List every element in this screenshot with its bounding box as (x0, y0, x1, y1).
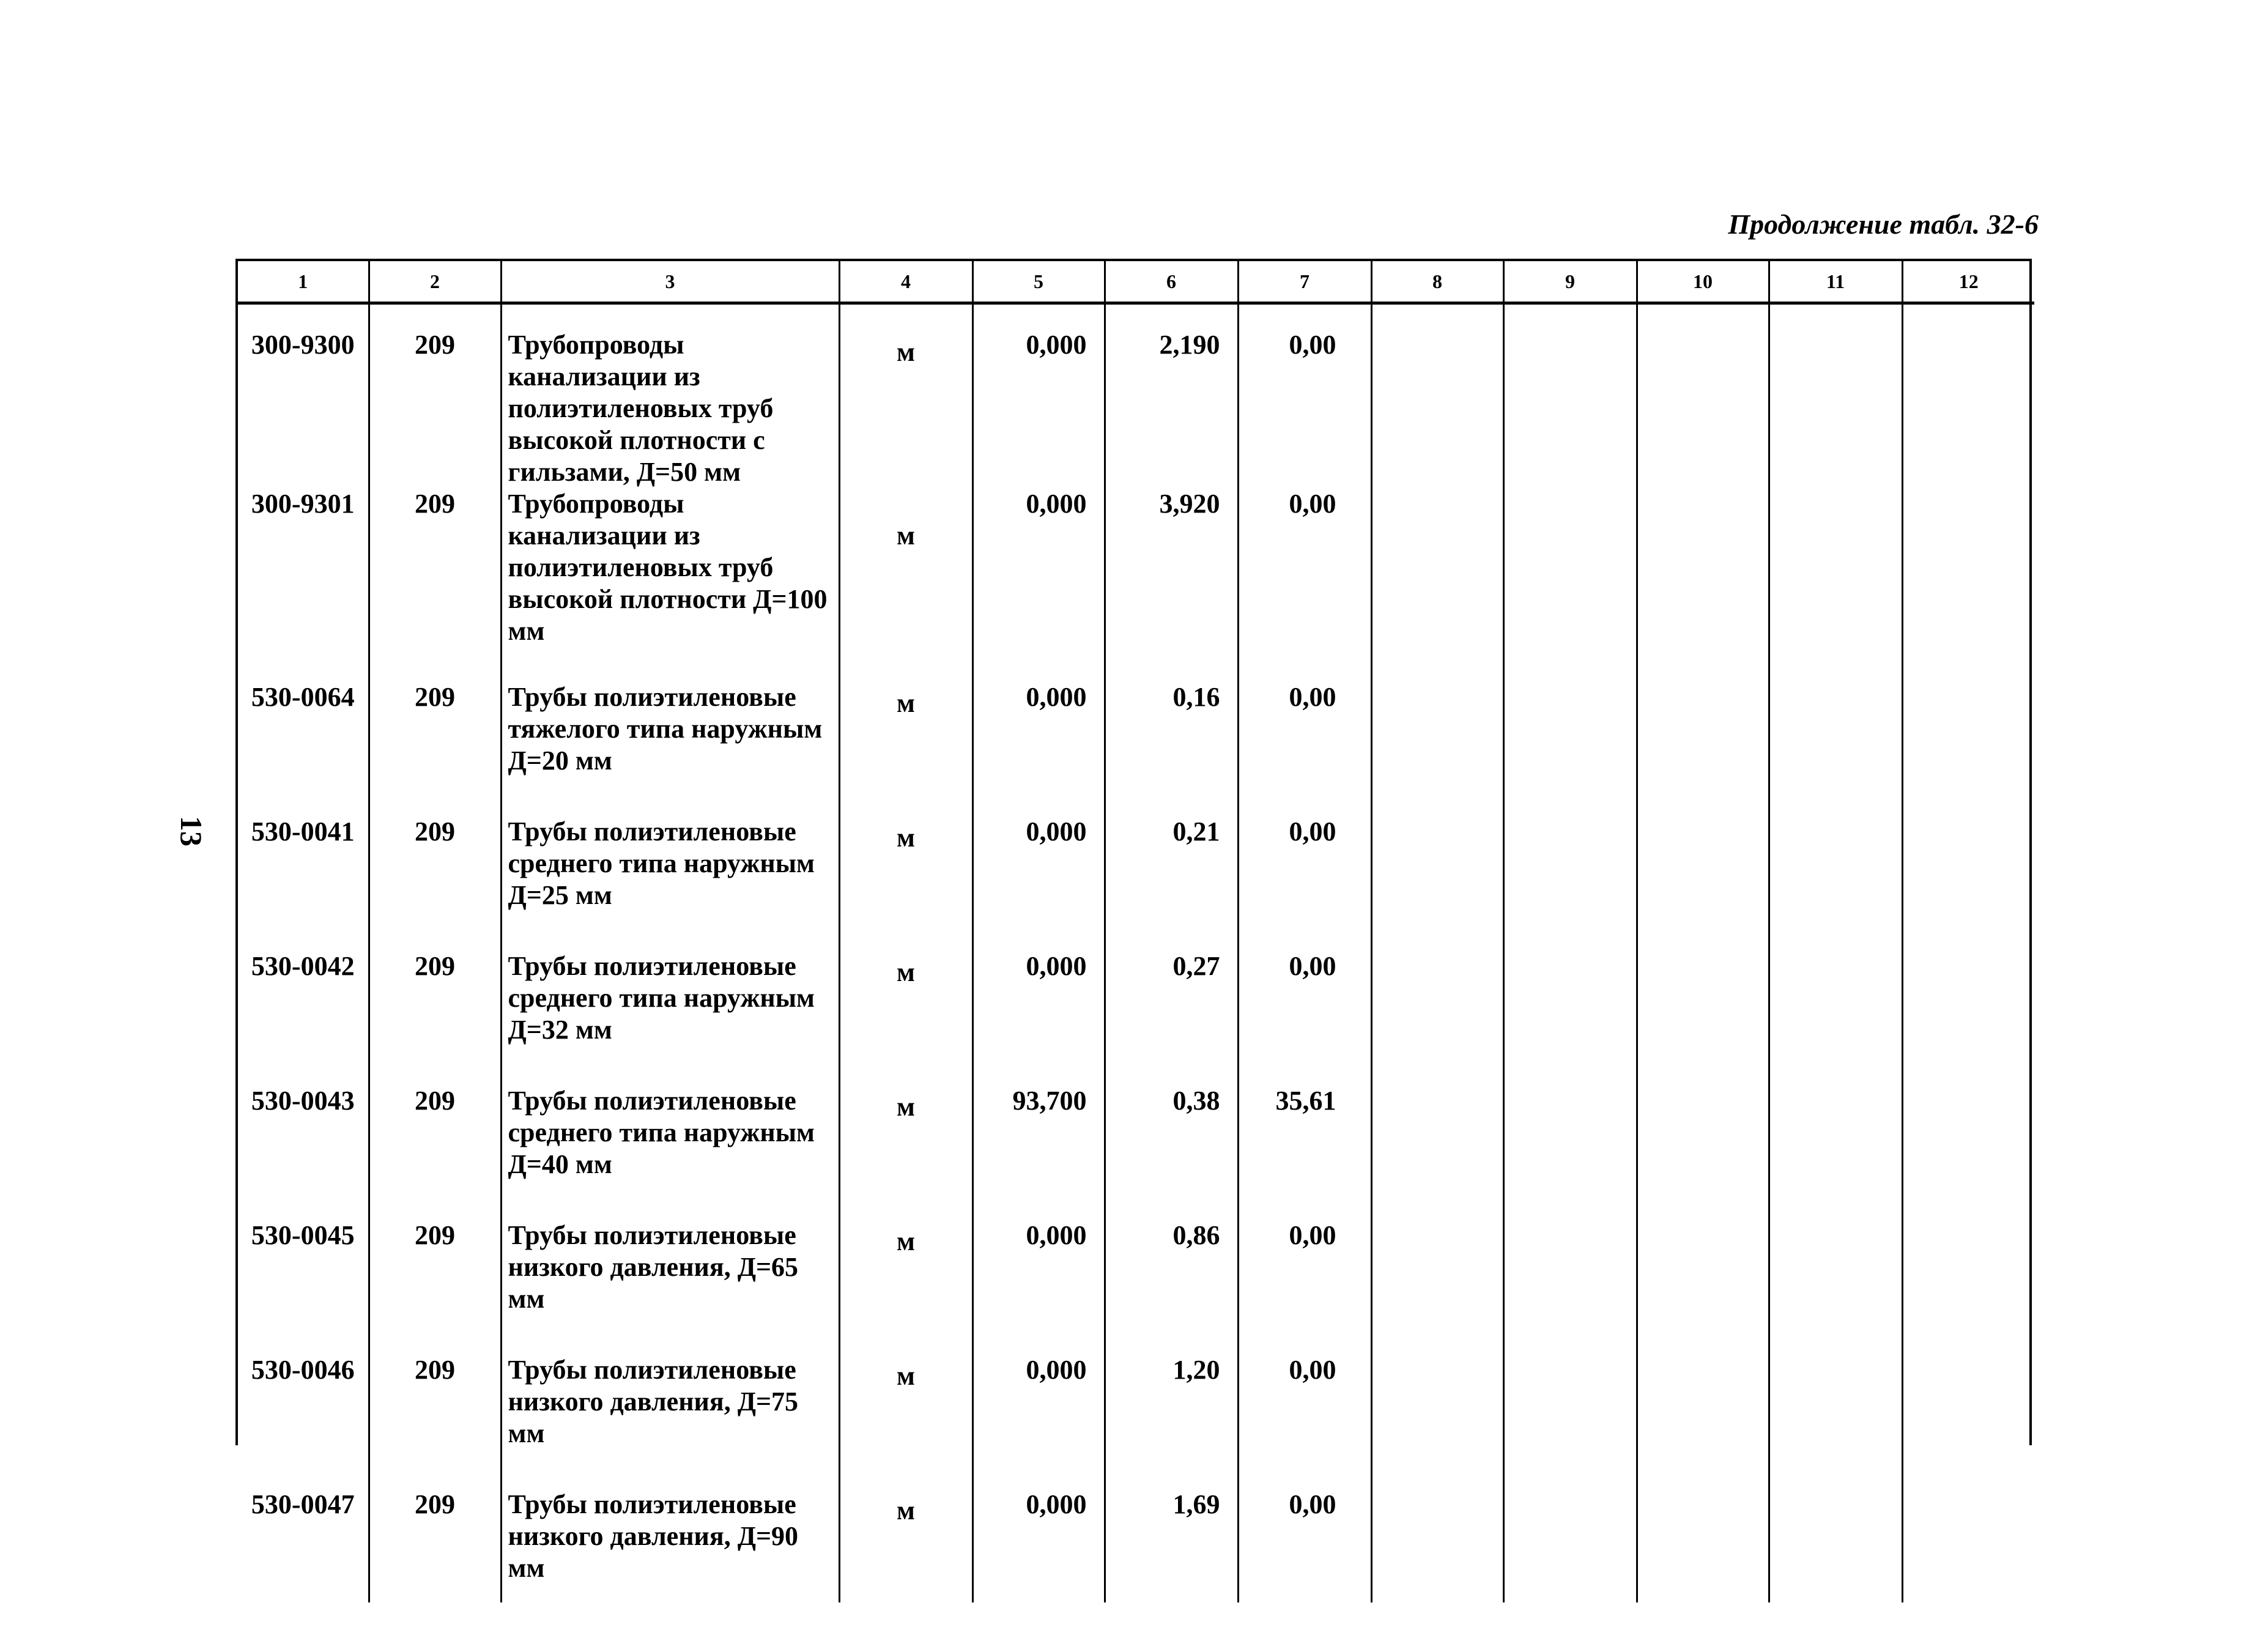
cell-col6: 3,920 (1105, 488, 1238, 661)
cell-col6: 0,27 (1105, 930, 1238, 1064)
table-row (238, 488, 2034, 661)
cell-unit: м (839, 488, 972, 661)
cell-name: Трубы полиэтиленовые среднего типа наружным Д=32 мм (501, 930, 839, 1064)
cell-col12 (1902, 1468, 2034, 1602)
header-col-11: 11 (1769, 261, 1902, 303)
table-row (238, 795, 2034, 930)
cell-col10 (1637, 303, 1769, 489)
header-col-3: 3 (501, 261, 839, 303)
cell-col6: 1,20 (1105, 1333, 1238, 1468)
cell-col5: 0,000 (972, 1468, 1105, 1602)
cell-name: Трубы полиэтиленовые среднего типа наружным Д=40 мм (501, 1064, 839, 1199)
table-row (238, 1064, 2034, 1199)
table-body (238, 303, 2034, 1603)
table-row (238, 303, 2034, 489)
cell-col5: 0,000 (972, 795, 1105, 930)
header-col-12: 12 (1902, 261, 2034, 303)
table-row (238, 1199, 2034, 1333)
cell-col2: 209 (369, 1333, 501, 1468)
cell-unit: м (839, 1064, 972, 1199)
cell-col7: 0,00 (1238, 488, 1371, 661)
cell-col5: 93,700 (972, 1064, 1105, 1199)
cell-col9 (1503, 1333, 1637, 1468)
cell-col10 (1637, 661, 1769, 795)
cell-name: Трубопроводы канализации из полиэтиленовых труб высокой плотности Д=100 мм (501, 488, 839, 661)
cell-col5: 0,000 (972, 1333, 1105, 1468)
cell-col10 (1637, 1468, 1769, 1602)
cell-code: 300-9300 (238, 303, 369, 489)
cell-col9 (1503, 303, 1637, 489)
cell-col8 (1371, 795, 1503, 930)
table-row (238, 930, 2034, 1064)
cell-col6: 0,21 (1105, 795, 1238, 930)
cell-code: 530-0045 (238, 1199, 369, 1333)
cell-col7: 0,00 (1238, 303, 1371, 489)
cell-col11 (1769, 930, 1902, 1064)
cell-col6: 0,86 (1105, 1199, 1238, 1333)
table-continuation-caption: Продолжение табл. 32-6 (1728, 209, 2039, 240)
cell-col2: 209 (369, 303, 501, 489)
cell-unit: м (839, 1468, 972, 1602)
cell-unit: м (839, 1199, 972, 1333)
cell-col10 (1637, 488, 1769, 661)
cell-unit: м (839, 661, 972, 795)
header-col-5: 5 (972, 261, 1105, 303)
cell-col10 (1637, 1333, 1769, 1468)
cell-col12 (1902, 303, 2034, 489)
table-row (238, 1333, 2034, 1468)
cell-col2: 209 (369, 1064, 501, 1199)
cell-col5: 0,000 (972, 488, 1105, 661)
cell-name: Трубы полиэтиленовые низкого давления, Д=90 мм (501, 1468, 839, 1602)
cell-col7: 0,00 (1238, 1333, 1371, 1468)
cell-col10 (1637, 930, 1769, 1064)
cell-col10 (1637, 1199, 1769, 1333)
cell-col12 (1902, 1333, 2034, 1468)
cell-col9 (1503, 795, 1637, 930)
cell-col9 (1503, 1064, 1637, 1199)
cell-col8 (1371, 1468, 1503, 1602)
cell-col8 (1371, 303, 1503, 489)
header-col-9: 9 (1503, 261, 1637, 303)
header-col-6: 6 (1105, 261, 1238, 303)
cell-col11 (1769, 303, 1902, 489)
cell-name: Трубопроводы канализации из полиэтиленовых труб высокой плотности с гильзами, Д=50 мм (501, 303, 839, 489)
header-col-10: 10 (1637, 261, 1769, 303)
header-col-8: 8 (1371, 261, 1503, 303)
cell-col5: 0,000 (972, 1199, 1105, 1333)
cell-col9 (1503, 661, 1637, 795)
cell-name: Трубы полиэтиленовые тяжелого типа наружным Д=20 мм (501, 661, 839, 795)
cell-col12 (1902, 488, 2034, 661)
cell-col2: 209 (369, 1199, 501, 1333)
cell-name: Трубы полиэтиленовые низкого давления, Д=75 мм (501, 1333, 839, 1468)
cell-col2: 209 (369, 661, 501, 795)
cell-code: 300-9301 (238, 488, 369, 661)
cell-col8 (1371, 930, 1503, 1064)
cell-col11 (1769, 1333, 1902, 1468)
cell-col11 (1769, 1199, 1902, 1333)
cell-name: Трубы полиэтиленовые низкого давления, Д=65 мм (501, 1199, 839, 1333)
cell-col7: 0,00 (1238, 1199, 1371, 1333)
cell-name: Трубы полиэтиленовые среднего типа наружным Д=25 мм (501, 795, 839, 930)
cell-col11 (1769, 1468, 1902, 1602)
cell-col2: 209 (369, 488, 501, 661)
header-col-4: 4 (839, 261, 972, 303)
cell-col10 (1637, 1064, 1769, 1199)
header-row (238, 261, 2034, 303)
cell-col5: 0,000 (972, 303, 1105, 489)
cell-code: 530-0047 (238, 1468, 369, 1602)
cell-code: 530-0046 (238, 1333, 369, 1468)
cell-col6: 2,190 (1105, 303, 1238, 489)
cell-col12 (1902, 1064, 2034, 1199)
cell-unit: м (839, 1333, 972, 1468)
cell-col12 (1902, 795, 2034, 930)
cell-code: 530-0043 (238, 1064, 369, 1199)
cell-col7: 0,00 (1238, 1468, 1371, 1602)
cell-col9 (1503, 930, 1637, 1064)
cell-col11 (1769, 795, 1902, 930)
table-row (238, 1468, 2034, 1602)
cell-col6: 0,38 (1105, 1064, 1238, 1199)
cell-col9 (1503, 1468, 1637, 1602)
cell-col9 (1503, 488, 1637, 661)
cell-col2: 209 (369, 1468, 501, 1602)
cell-col7: 0,00 (1238, 930, 1371, 1064)
cell-col7: 35,61 (1238, 1064, 1371, 1199)
cell-unit: м (839, 303, 972, 489)
cell-col6: 0,16 (1105, 661, 1238, 795)
cell-unit: м (839, 795, 972, 930)
cell-col8 (1371, 488, 1503, 661)
cell-col9 (1503, 1199, 1637, 1333)
cell-col12 (1902, 1199, 2034, 1333)
cell-col7: 0,00 (1238, 661, 1371, 795)
cell-code: 530-0042 (238, 930, 369, 1064)
cell-col5: 0,000 (972, 661, 1105, 795)
header-col-1: 1 (238, 261, 369, 303)
cell-unit: м (839, 930, 972, 1064)
table-row (238, 661, 2034, 795)
cell-col8 (1371, 1333, 1503, 1468)
cell-col7: 0,00 (1238, 795, 1371, 930)
cell-col2: 209 (369, 930, 501, 1064)
cell-code: 530-0041 (238, 795, 369, 930)
header-col-2: 2 (369, 261, 501, 303)
page-number: 13 (174, 816, 209, 846)
price-table (238, 261, 2034, 1602)
cell-col12 (1902, 661, 2034, 795)
cell-col11 (1769, 1064, 1902, 1199)
cell-col11 (1769, 661, 1902, 795)
cell-col5: 0,000 (972, 930, 1105, 1064)
cell-col8 (1371, 661, 1503, 795)
header-col-7: 7 (1238, 261, 1371, 303)
cell-col12 (1902, 930, 2034, 1064)
cell-col8 (1371, 1064, 1503, 1199)
cell-col2: 209 (369, 795, 501, 930)
cell-col11 (1769, 488, 1902, 661)
cell-code: 530-0064 (238, 661, 369, 795)
table-header (238, 261, 2034, 303)
cell-col8 (1371, 1199, 1503, 1333)
cell-col6: 1,69 (1105, 1468, 1238, 1602)
price-table-container (235, 259, 2032, 1583)
cell-col10 (1637, 795, 1769, 930)
